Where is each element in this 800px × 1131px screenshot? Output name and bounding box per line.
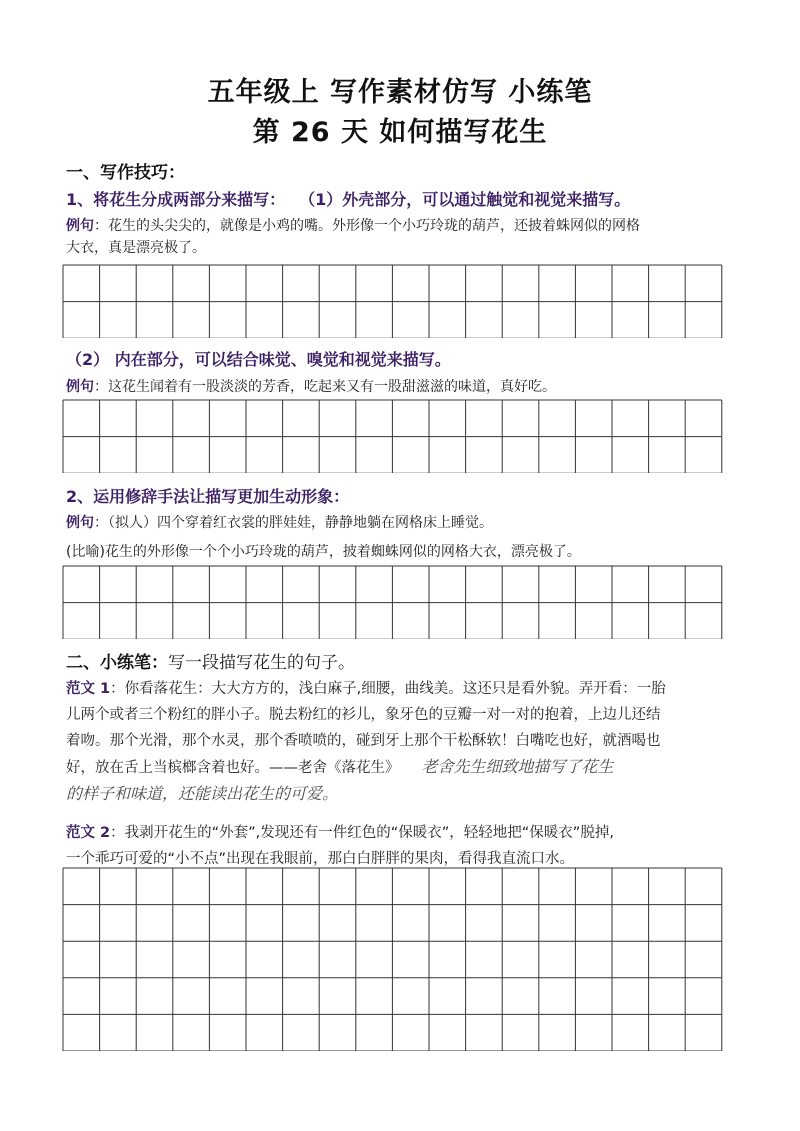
example3	[66, 512, 493, 534]
point1-sub2-heading: （2） 内在部分，可以结合味觉、嗅觉和视觉来描写。	[66, 350, 451, 369]
section2-heading	[66, 648, 355, 673]
writing-grid-2	[62, 399, 724, 473]
point1-heading-a: 1、将花生分成两部分来描写：	[66, 190, 286, 209]
example2-text: ：这花生闻着有一股淡淡的芳香，吃起来又有一股甜滋滋的味道，真好吃。	[94, 379, 556, 395]
writing-grid-3	[62, 565, 724, 639]
example1-line1: ：花生的头尖尖的，就像是小鸡的嘴。外形像一个小巧玲珑的葫芦，还披着蛛网似的网格	[94, 218, 640, 234]
point1-heading	[66, 187, 630, 210]
model1	[66, 676, 756, 807]
example1-line2: 大衣，真是漂亮极了。	[66, 240, 206, 256]
example2	[66, 376, 556, 398]
section2-title: 二、小练笔：	[66, 653, 168, 673]
model2-line2: 一个乖巧可爱的“小不点”出现在我眼前，那白白胖胖的果肉，看得我直流口水。	[66, 851, 575, 867]
model1-line3: 着吻。那个光滑，那个水灵，那个香喷喷的，碰到牙上那个干松酥软！白嘴吃也好，就酒喝也	[66, 733, 661, 749]
model1-handwritten-note-b: 的样子和味道，还能读出花生的可爱。	[66, 784, 339, 803]
writing-grid-1	[62, 264, 724, 338]
section1-heading: 一、写作技巧：	[66, 163, 185, 183]
model1-label: 范文 1	[66, 681, 111, 697]
example3-text: ：（拟人）四个穿着红衣裳的胖娃娃，静静地躺在网格床上睡觉。	[94, 515, 493, 531]
model1-handwritten-note-a: 老舍先生细致地描写了花生	[421, 757, 614, 776]
writing-grid-4	[62, 867, 724, 1051]
model2-label: 范文 2	[66, 825, 111, 841]
example1-label: 例句	[66, 218, 94, 234]
model1-line2: 儿两个或者三个粉红的胖小子。脱去粉红的衫儿，象牙色的豆瓣一对一对的抱着，上边儿还结	[66, 707, 661, 723]
page-title: 五年级上 写作素材仿写 小练笔	[207, 77, 593, 108]
page-subtitle: 第 26 天 如何描写花生	[252, 117, 548, 148]
model2	[66, 820, 756, 872]
example2-label: 例句	[66, 379, 94, 395]
example1	[66, 215, 746, 259]
example4-text: (比喻)花生的外形像一个个小巧玲珑的葫芦，披着蜘蛛网似的网格大衣，漂亮极了。	[66, 544, 581, 560]
section2-task: 写一段描写花生的句子。	[168, 653, 355, 673]
point1-heading-b: （1）外壳部分，可以通过触觉和视觉来描写。	[299, 190, 631, 209]
point2-heading: 2、运用修辞手法让描写更加生动形象：	[66, 487, 350, 506]
model1-line1: ：你看落花生：大大方方的，浅白麻子,细腰，曲线美。这还只是看外貌。弄开看：一胎	[110, 681, 666, 697]
example3-label: 例句	[66, 515, 94, 531]
model1-line4: 好，放在舌上当槟榔含着也好。——老舍《落花生》	[66, 760, 400, 776]
model2-line1: ：我剥开花生的“外套”,发现还有一件红色的“保暖衣”，轻轻地把“保暖衣”脱掉,	[110, 825, 614, 841]
